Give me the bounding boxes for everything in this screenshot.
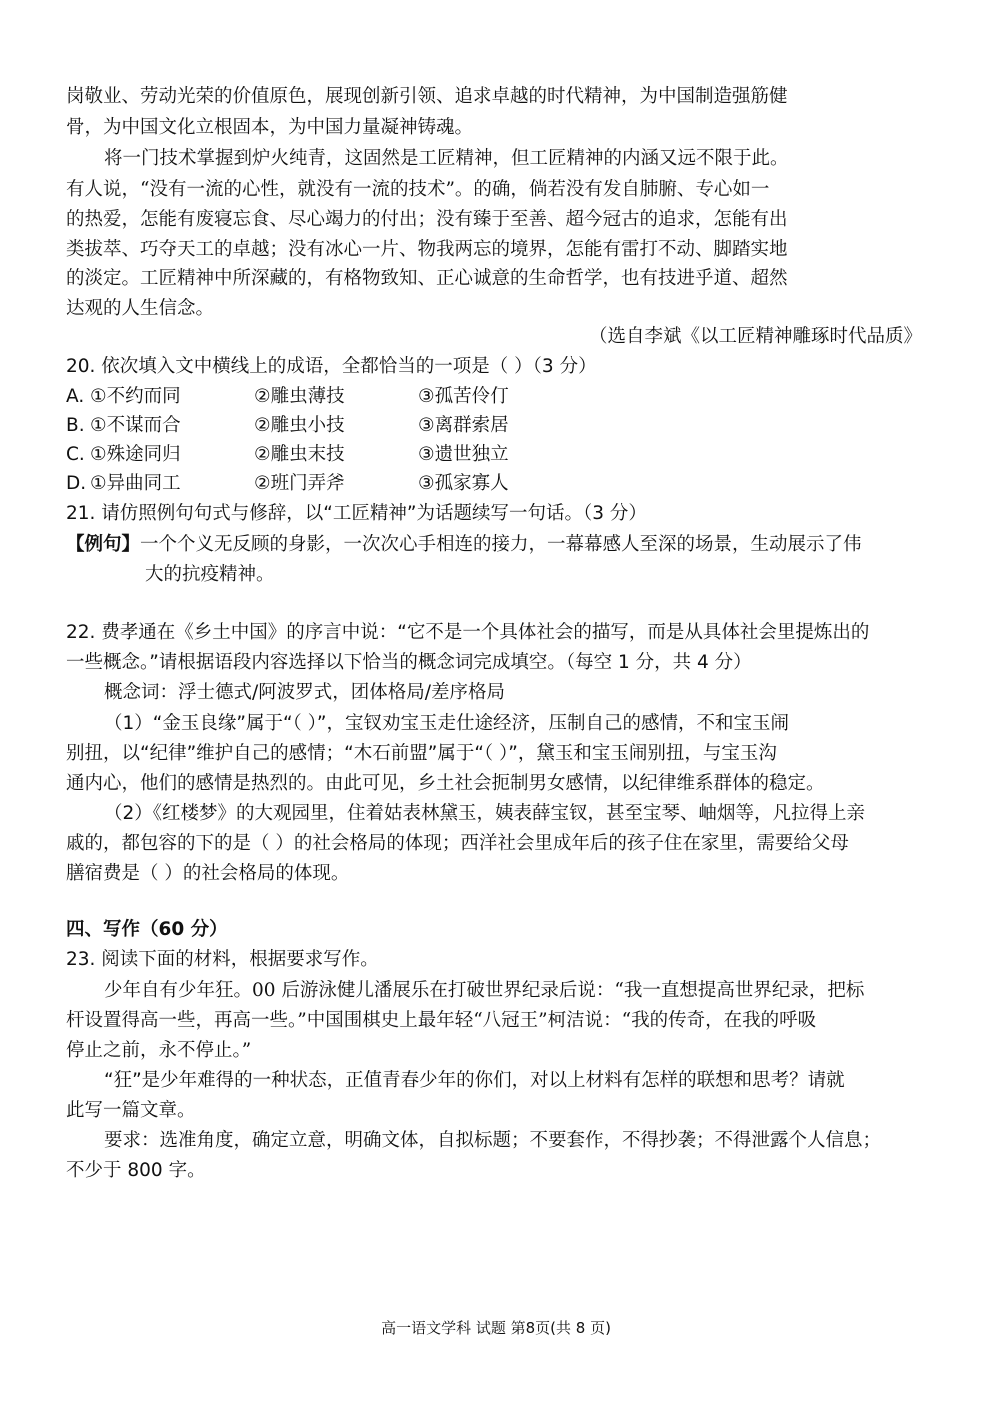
q22-concepts: 概念词：浮士德式/阿波罗式，团体格局/差序格局	[104, 682, 505, 703]
q21-stem: 21. 请仿照例句句式与修辞，以“工匠精神”为话题续写一句话。（3 分）	[66, 503, 647, 524]
q22-item2: （2）《红楼梦》的大观园里，住着姑表林黛玉，姨表薛宝钗，甚至宝琴、岫烟等，凡拉得上亲	[104, 803, 866, 824]
option-idiom-3: ③孤家寡人	[418, 473, 509, 494]
q23-prompt: 此写一篇文章。	[66, 1100, 196, 1121]
passage-line: 的淡定。工匠精神中所深藏的，有格物致知、正心诚意的生命哲学，也有技进乎道、超然	[66, 268, 788, 289]
passage-line: 骨，为中国文化立根固本，为中国力量凝神铸魂。	[66, 117, 474, 138]
q23-prompt: “狂”是少年难得的一种状态，正值青春少年的你们，对以上材料有怎样的联想和思考？请就	[104, 1070, 845, 1091]
q23-material: 杆设置得高一些，再高一些。”中国围棋史上最年轻“八冠王”柯洁说：“我的传奇，在我的呼吸	[66, 1010, 817, 1031]
passage-line: 的热爱，怎能有废寝忘食、尽心竭力的付出；没有臻于至善、超今冠古的追求，怎能有出	[66, 209, 788, 230]
option-idiom-3: ③离群索居	[418, 415, 509, 436]
q20-stem: 20. 依次填入文中横线上的成语，全都恰当的一项是（ ）（3 分）	[66, 356, 597, 377]
passage-line: 将一门技术掌握到炉火纯青，这固然是工匠精神，但工匠精神的内涵又远不限于此。	[104, 148, 789, 169]
q22-item1: 通内心，他们的感情是热烈的。由此可见，乡土社会扼制男女感情，以纪律维系群体的稳定。	[66, 773, 825, 794]
q23-requirements: 不少于 800 字。	[66, 1160, 206, 1181]
q21-example-cont: 大的抗疫精神。	[145, 564, 275, 585]
option-idiom-2: ②雕虫末技	[254, 444, 345, 465]
option-idiom-1: ①不约而同	[90, 386, 181, 407]
q22-item2: 戚的，都包容的下的是（ ）的社会格局的体现；西洋社会里成年后的孩子住在家里，需要给父母	[66, 833, 849, 854]
passage-source: （选自李斌《以工匠精神雕琢时代品质》	[588, 326, 922, 347]
option-idiom-3: ③遗世独立	[418, 444, 509, 465]
q23-material: 少年自有少年狂。00 后游泳健儿潘展乐在打破世界纪录后说：“我一直想提高世界纪录，把标	[104, 980, 865, 1001]
option-idiom-3: ③孤苦伶仃	[418, 386, 509, 407]
option-idiom-1: ①不谋而合	[90, 415, 181, 436]
example-text: 一个个义无反顾的身影，一次次心手相连的接力，一幕幕感人至深的场景，生动展示了伟	[140, 534, 862, 555]
passage-line: 类拔萃、巧夺天工的卓越；没有冰心一片、物我两忘的境界，怎能有雷打不动、脚踏实地	[66, 239, 788, 260]
passage-line: 达观的人生信念。	[66, 298, 215, 319]
page-footer: 高一语文学科 试题 第8页(共 8 页)	[381, 1319, 611, 1337]
passage-line: 有人说，“没有一流的心性，就没有一流的技术”。的确，倘若没有发自肺腑、专心如一	[66, 179, 770, 200]
example-tag: 【例句】	[66, 534, 141, 555]
q21-example	[66, 530, 928, 560]
section-heading: 四、写作（60 分）	[66, 919, 228, 940]
option-label: D.	[66, 473, 87, 494]
q22-stem: 一些概念。”请根据语段内容选择以下恰当的概念词完成填空。（每空 1 分，共 4 分）	[66, 652, 752, 673]
option-idiom-2: ②班门弄斧	[254, 473, 345, 494]
q23-stem: 23. 阅读下面的材料，根据要求写作。	[66, 949, 379, 970]
option-idiom-1: ①异曲同工	[90, 473, 181, 494]
q22-item1: （1）“金玉良缘”属于“（ ）”，宝钗劝宝玉走仕途经济，压制自己的感情，不和宝玉闹	[104, 713, 789, 734]
q23-material: 停止之前，永不停止。”	[66, 1040, 252, 1061]
q22-item1: 别扭，以“纪律”维护自己的感情；“木石前盟”属于“（ ）”，黛玉和宝玉闹别扭，与宝玉沟	[66, 743, 777, 764]
q23-requirements: 要求：选准角度，确定立意，明确文体，自拟标题；不要套作，不得抄袭；不得泄露个人信息；	[104, 1130, 882, 1151]
option-idiom-1: ①殊途同归	[90, 444, 181, 465]
option-label: B.	[66, 415, 85, 436]
option-idiom-2: ②雕虫薄技	[254, 386, 345, 407]
q22-item2: 膳宿费是（ ）的社会格局的体现。	[66, 863, 350, 884]
q22-stem: 22. 费孝通在《乡土中国》的序言中说：“它不是一个具体社会的描写，而是从具体社会里提炼出的	[66, 622, 870, 643]
option-label: A.	[66, 386, 85, 407]
option-idiom-2: ②雕虫小技	[254, 415, 345, 436]
passage-line: 岗敬业、劳动光荣的价值原色，展现创新引领、追求卓越的时代精神，为中国制造强筋健	[66, 86, 788, 107]
option-label: C.	[66, 444, 85, 465]
